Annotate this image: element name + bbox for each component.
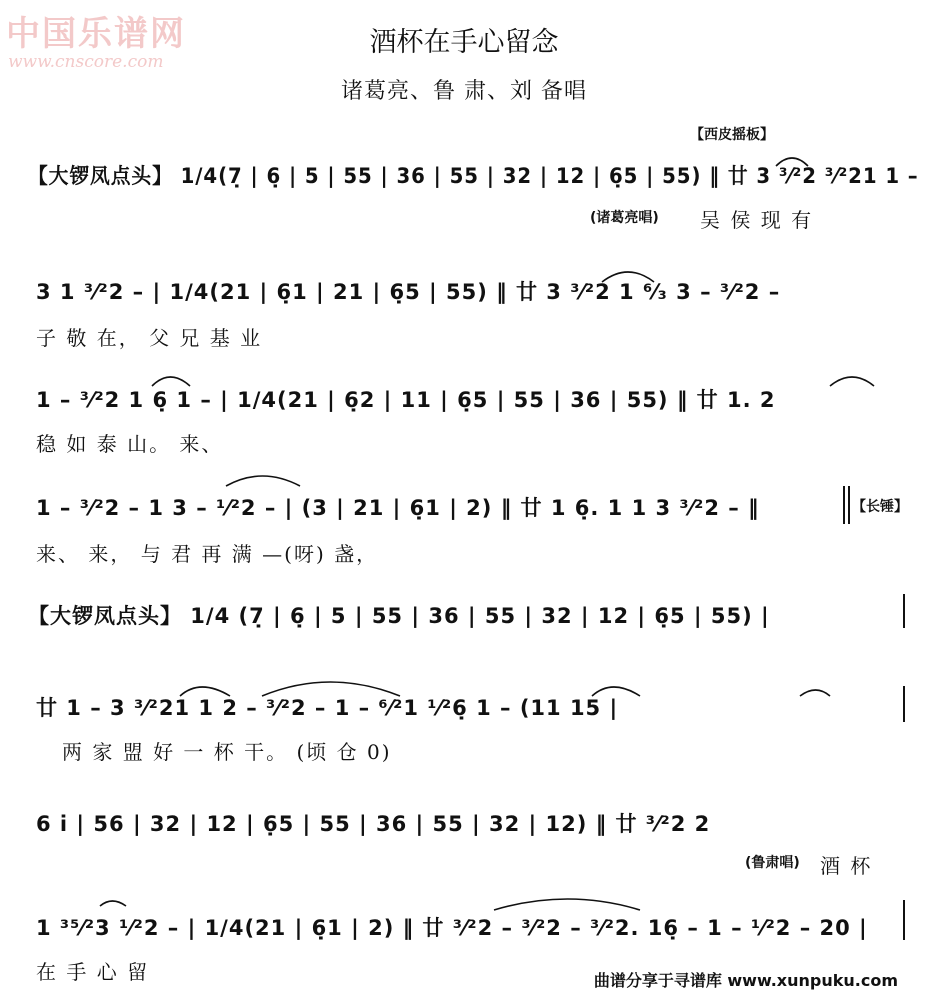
lyrics-line-6: 两 家 盟 好 一 杯 干。 (顷 仓 0) (62, 740, 392, 764)
singer-zhuge: (诸葛亮唱) (590, 210, 659, 226)
notation-line-1: 【大锣凤点头】 1/4(7̣ | 6̣ | 5 | 55 | 36 | 55 | 32 | 12 | 6̣5 | 55) ‖ 廿 3 ³⁄²2 ³⁄²21 1 – (28, 164, 919, 188)
lyrics-line-8: 在 手 心 留 (36, 960, 150, 984)
footer-source: 曲谱分享于寻谱库 www.xunpuku.com (593, 971, 898, 990)
lyrics-line-1: 吴 侯 现 有 (700, 208, 814, 232)
singers-line: 诸葛亮、鲁 肃、刘 备唱 (341, 79, 587, 104)
notation-line-8: 1 ³⁵⁄²3 ¹⁄²2 – | 1/4(21 | 6̣1 | 2) ‖ 廿 ³⁄²2 – ³⁄²2 – ³⁄²2. 16̣ – 1 – ¹⁄²2 – 20 | (36, 916, 868, 940)
notation-line-5: 【大锣凤点头】 1/4 (7̣ | 6̣ | 5 | 55 | 36 | 55 | 32 | 12 | 6̣5 | 55) | (28, 604, 770, 628)
notation-line-3: 1 – ³⁄²2 1 6̣ 1 – | 1/4(21 | 6̣2 | 11 | 6̣5 | 55 | 36 | 55) ‖ 廿 1. 2 (36, 388, 776, 412)
lyrics-line-3: 稳 如 泰 山。 来、 (36, 432, 224, 456)
notation-line-6: 廿 1 – 3 ³⁄²21 1 2 – ³⁄²2 – 1 – ⁶⁄²1 ¹⁄²6̣ 1 – (11 15 | (36, 696, 619, 720)
watermark-url: www.cnscore.com (8, 52, 164, 72)
notation-line-2: 3 1 ³⁄²2 – | 1/4(21 | 6̣1 | 21 | 6̣5 | 55) ‖ 廿 3 ³⁄²2 1 ⁶⁄₃ 3 – ³⁄²2 – (36, 280, 781, 304)
notation-line-4: 1 – ³⁄²2 – 1 3 – ¹⁄²2 – | (3 | 21 | 6̣1 | 2) ‖ 廿 1 6̣. 1 1 3 ³⁄²2 – ‖ (36, 496, 760, 520)
watermark-logo: 中国乐谱网 (6, 14, 186, 54)
lyrics-line-2: 子 敬 在， 父 兄 基 业 (36, 326, 263, 350)
marking-xipi: 【西皮摇板】 (690, 127, 774, 143)
marking-changchui: 【长锤】 (852, 499, 908, 515)
notation-line-7: 6 i | 56 | 32 | 12 | 6̣5 | 55 | 36 | 55 | 32 | 12) ‖ 廿 ³⁄²2 2 (36, 812, 711, 836)
singer-lusu: (鲁肃唱) (745, 855, 800, 871)
lyrics-line-4: 来、 来， 与 君 再 满 —(呀) 盏， (36, 542, 379, 566)
lyrics-line-7: 酒 杯 (820, 854, 873, 878)
song-title: 酒杯在手心留念 (369, 27, 559, 58)
